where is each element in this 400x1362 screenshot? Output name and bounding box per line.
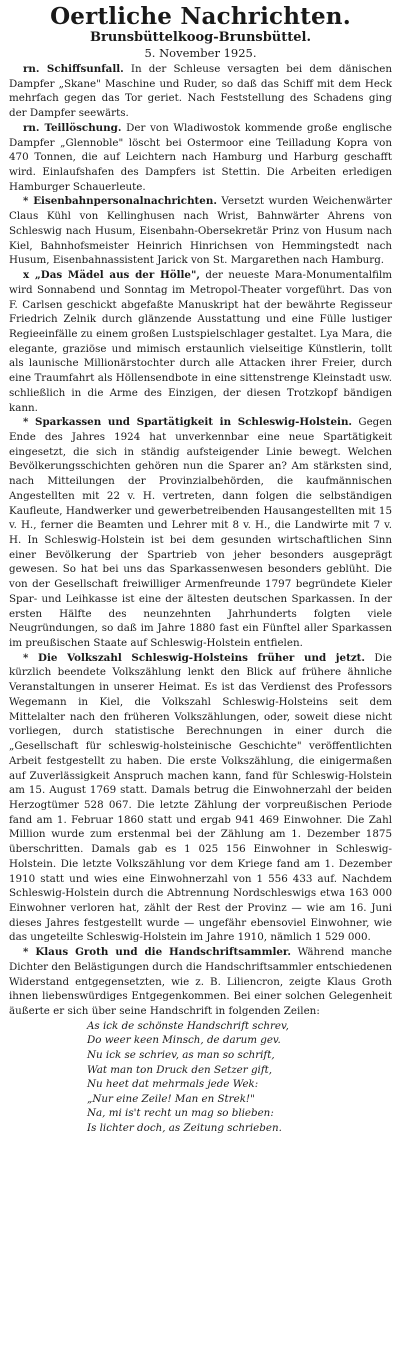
section-title: Oertliche Nachrichten. — [50, 3, 351, 30]
article-headline: x „Das Mädel aus der Hölle", — [23, 269, 200, 282]
poem-line: Is lichter doch, as Zeitung schrieben. — [87, 1121, 282, 1134]
poem-line: Do weer keen Minsch, de darum gev. — [87, 1034, 281, 1047]
poem-line: As ick de schönste Handschrift schrev, — [87, 1019, 289, 1032]
poem-line: Wat man ton Druck den Setzer gift, — [87, 1063, 273, 1076]
article-eisenbahn — [9, 194, 392, 268]
poem-line: Nu heet dat mehrmals jede Wek: — [87, 1078, 259, 1091]
article-headline: * Sparkassen und Spartätigkeit in Schleswig-Holstein. — [23, 416, 353, 429]
poem — [9, 1019, 392, 1136]
article-headline: rn. Teillöschung. — [23, 121, 122, 134]
article-maedel-aus-der-hoelle — [9, 268, 392, 415]
article-body: Die kürzlich beendete Volkszählung lenkt den Blick auf frühere ähnliche Veranstaltungen in unserer Heimat. Es ist das Verdienst des Professors Wegemann in Kiel, die Volkszahl Schleswig-Holsteins seit dem Mittelalter nach den früheren Volkszählungen, oder, soweit diese nicht vorliegen, durch statistische Berechnungen in einer durch die „Gesellschaft für schleswig-holsteinische Geschichte" veröffentlichten Arbeit festgestellt zu haben. Die erste Volkszählung, die einigermaßen auf Zuverlässigkeit Anspruch machen kann, fand für Schleswig-Holstein am 15. August 1769 statt. Damals betrug die Einwohnerzahl der beiden Herzogtümer 528 067. Die letzte Zählung der vorpreußischen Periode fand am 1. Februar 1860 statt und ergab 941 469 Einwohner. Die Zahl Million wurde zum erstenmal bei der Zählung am 1. Dezember 1875 überschritten. Damals gab es 1 025 156 Einwohner in Schleswig-Holstein. Die letzte Volkszählung vor dem Kriege fand am 1. Dezember 1910 statt und wies eine Einwohnerzahl von 1 556 433 auf. Nachdem Schleswig-Holstein durch die Abtrennung Nordschleswigs etwa 163 000 Einwohner verloren hat, zählt der Rest der Provinz — wie am 16. Juni dieses Jahres festgestellt wurde — ungefähr ebensoviel Einwohner, wie das ungeteilte Schleswig-Holstein im Jahre 1910, nämlich 1 529 000. — [9, 651, 392, 944]
section-date: 5. November 1925. — [144, 46, 257, 60]
poem-line: „Nur eine Zeile! Man en Strek!" — [87, 1092, 255, 1105]
article-schiffsunfall — [9, 62, 392, 121]
article-headline: * Klaus Groth und die Handschriftsammler. — [23, 946, 292, 959]
article-body: Der von Wladiwostok kommende große englische Dampfer „Glennoble" löscht bei Ostermoor eine Teilladung Kopra von 470 Tonnen, die auf Leichtern nach Hamburg und Harburg geschafft wird. Einlaufshafen des Dampfers ist Stettin. Die Arbeiten erledigen Hamburger Schauerleute. — [9, 121, 393, 193]
article-volkszahl — [9, 651, 392, 945]
article-sparkassen — [9, 415, 392, 651]
section-subtitle: Brunsbüttelkoog-Brunsbüttel. — [90, 30, 311, 45]
poem-line: Nu ick se schriev, as man so schrift, — [87, 1048, 275, 1061]
article-headline: * Die Volkszahl Schleswig-Holsteins früher und jetzt. — [23, 651, 366, 664]
article-body: Versetzt wurden Weichenwärter Claus Kühl von Kellinghusen nach Wrist, Bahnwärter Ahrens von Schleswig nach Husum, Eisenbahn-Obersekretär Prinz von Husum nach Kiel, Bahnhofsmeister Heinrich Hinrichsen von Hemmingstedt nach Husum, Eisenbahnassistent Jarick von St. Margarethen nach Hamburg. — [9, 195, 392, 267]
article-body: Während manche Dichter den Belästigungen durch die Handschriftsammler entschiedenen Widerstand entgegensetzten, wie z. B. Liliencron, zeigte Klaus Groth ihnen liebenswürdiges Entgegenkommen. Bei einer solchen Gelegenheit äußerte er sich über seine Handschrift in folgenden Zeilen: — [9, 946, 392, 1017]
article-teilloeschung — [9, 121, 392, 195]
article-body: der neueste Mara-Monumentalfilm wird Sonnabend und Sonntag im Metropol-Theater vorgeführt. Das von F. Carlsen geschickt abgefaßte Manuskript hat der bewährte Regisseur Friedrich Zelnik durch glänzende Ausstattung und eine Fülle lustiger Regieeinfälle zu einem großen Lustspielschlager gestaltet. Lya Mara, die elegante, graziöse und mimisch erstaunlich vielseitige Künstlerin, tollt als launische Millionärstochter durch alle Attacken ihrer Freier, durch eine Traumfahrt als Höllensendbote in eine sittenstrenge Kleinstadt usw. schließlich in die Arme des Einzigen, der diesen Trotzkopf bändigen kann. — [9, 269, 392, 414]
article-klaus-groth — [9, 945, 392, 1019]
article-body: In der Schleuse versagten bei dem dänischen Dampfer „Skane" Maschine und Ruder, so daß das Schiff mit dem Heck mehrfach gegen das Tor geriet. Nach Feststellung des Schadens ging der Dampfer seewärts. — [9, 63, 392, 120]
poem-line: Na, mi is't recht un mag so blieben: — [87, 1107, 274, 1120]
article-headline: * Eisenbahnpersonalnachrichten. — [23, 195, 217, 208]
article-body: Gegen Ende des Jahres 1924 hat unverkennbar eine neue Spartätigkeit eingesetzt, die sich in ständig aufsteigender Linie bewegt. Welchen Bevölkerungsschichten gehören nun die Sparer an? Am stärksten sind, nach Mitteilungen der Provinzialbehörden, die kaufmännischen Angestellten mit 22 v. H. vertreten, dann folgen die selbständigen Kaufleute, Handwerker und gewerbetreibenden Hausangestellten mit 15 v. H., ferner die Beamten und Lehrer mit 8 v. H., die Landwirte mit 7 v. H. In Schleswig-Holstein ist bei dem gesunden wirtschaftlichen Sinn einer Bevölkerung der Spartrieb von jeher besonders ausgeprägt gewesen. So hat bei uns das Sparkassenwesen besonders geblüht. Die von der Gesellschaft freiwilliger Armenfreunde 1797 begründete Kieler Spar- und Leihkasse ist eine der ältesten deutschen Sparkassen. In der ersten Hälfte des neunzehnten Jahrhunderts folgten viele Neugründungen, so daß im Jahre 1880 fast ein Fünftel aller Sparkassen im preußischen Staate auf Schleswig-Holstein entfielen. — [9, 416, 392, 650]
article-headline: rn. Schiffsunfall. — [23, 63, 124, 75]
